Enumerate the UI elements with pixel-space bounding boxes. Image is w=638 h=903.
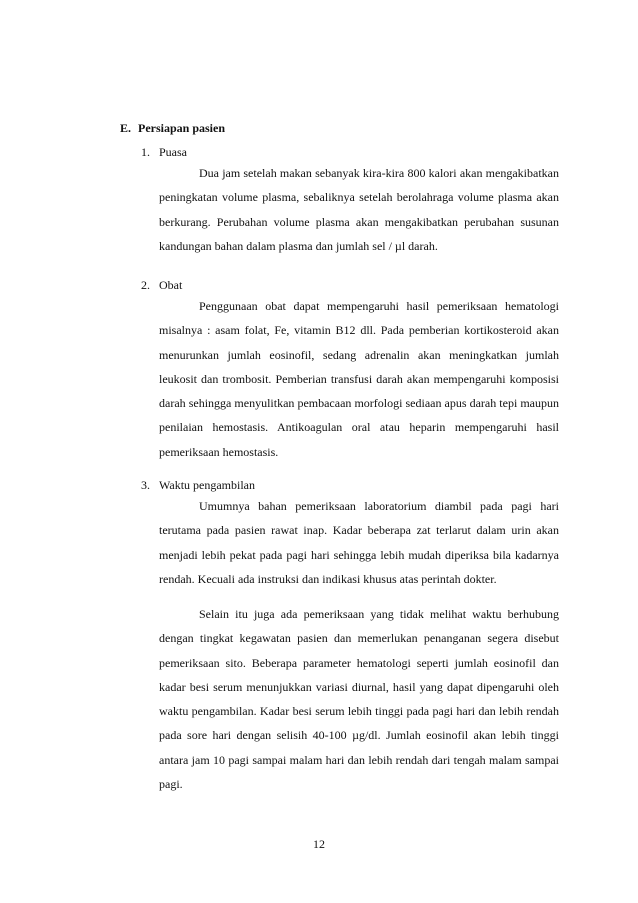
item-number: 2. (141, 278, 150, 292)
item-title-obat (141, 278, 182, 293)
item-number: 1. (141, 145, 150, 159)
section-heading (120, 121, 225, 136)
item-title-puasa (141, 145, 187, 160)
item-label: Puasa (159, 145, 187, 159)
paragraph-obat: Penggunaan obat dapat mempengaruhi hasil pemeriksaan hematologi misalnya : asam folat, Fe, vitamin B12 dll. Pada pemberian kortikosteroid akan menurunkan jumlah eosinofil, sedang adrenalin akan meningkatkan jumlah leukosit dan trombosit. Pemberian transfusi darah akan mempengaruhi komposisi darah sehingga menyulitkan pembacaan morfologi sediaan apus darah tepi maupun penilaian hemostasis. Antikoagulan oral atau heparin mempengaruhi hasil pemeriksaan hemostasis. (159, 299, 559, 459)
page-number: 12 (313, 837, 325, 851)
item-label: Waktu pengambilan (159, 478, 256, 492)
paragraph-waktu-1: Umumnya bahan pemeriksaan laboratorium diambil pada pagi hari terutama pada pasien rawat inap. Kadar beberapa zat terlarut dalam urin akan menjadi lebih pekat pada pagi hari sehingga lebih mudah diperiksa bila kadarnya rendah. Kecuali ada instruksi dan indikasi khusus atas perintah dokter. (159, 499, 559, 586)
section-letter: E. (120, 121, 132, 135)
section-title: Persiapan pasien (138, 121, 226, 135)
item-number: 3. (141, 478, 150, 492)
item-label: Obat (159, 278, 183, 292)
paragraph-waktu-2: Selain itu juga ada pemeriksaan yang tidak melihat waktu berhubung dengan tingkat kegawatan pasien dan memerlukan penanganan segera disebut pemeriksaan sito. Beberapa parameter hematologi seperti jumlah eosinofil dan kadar besi serum menunjukkan variasi diurnal, hasil yang dapat dipengaruhi oleh waktu pengambilan. Kadar besi serum lebih tinggi pada pagi hari dan lebih rendah pada sore hari dengan selisih 40-100 µg/dl. Jumlah eosinofil akan lebih tinggi antara jam 10 pagi sampai malam hari dan lebih rendah dari tengah malam sampai pagi. (159, 607, 559, 792)
item-title-waktu-pengambilan (141, 478, 255, 493)
paragraph-puasa: Dua jam setelah makan sebanyak kira-kira 800 kalori akan mengakibatkan peningkatan volume plasma, sebaliknya setelah berolahraga volume plasma akan berkurang. Perubahan volume plasma akan mengakibatkan perubahan susunan kandungan bahan dalam plasma dan jumlah sel / µl darah. (159, 166, 559, 253)
